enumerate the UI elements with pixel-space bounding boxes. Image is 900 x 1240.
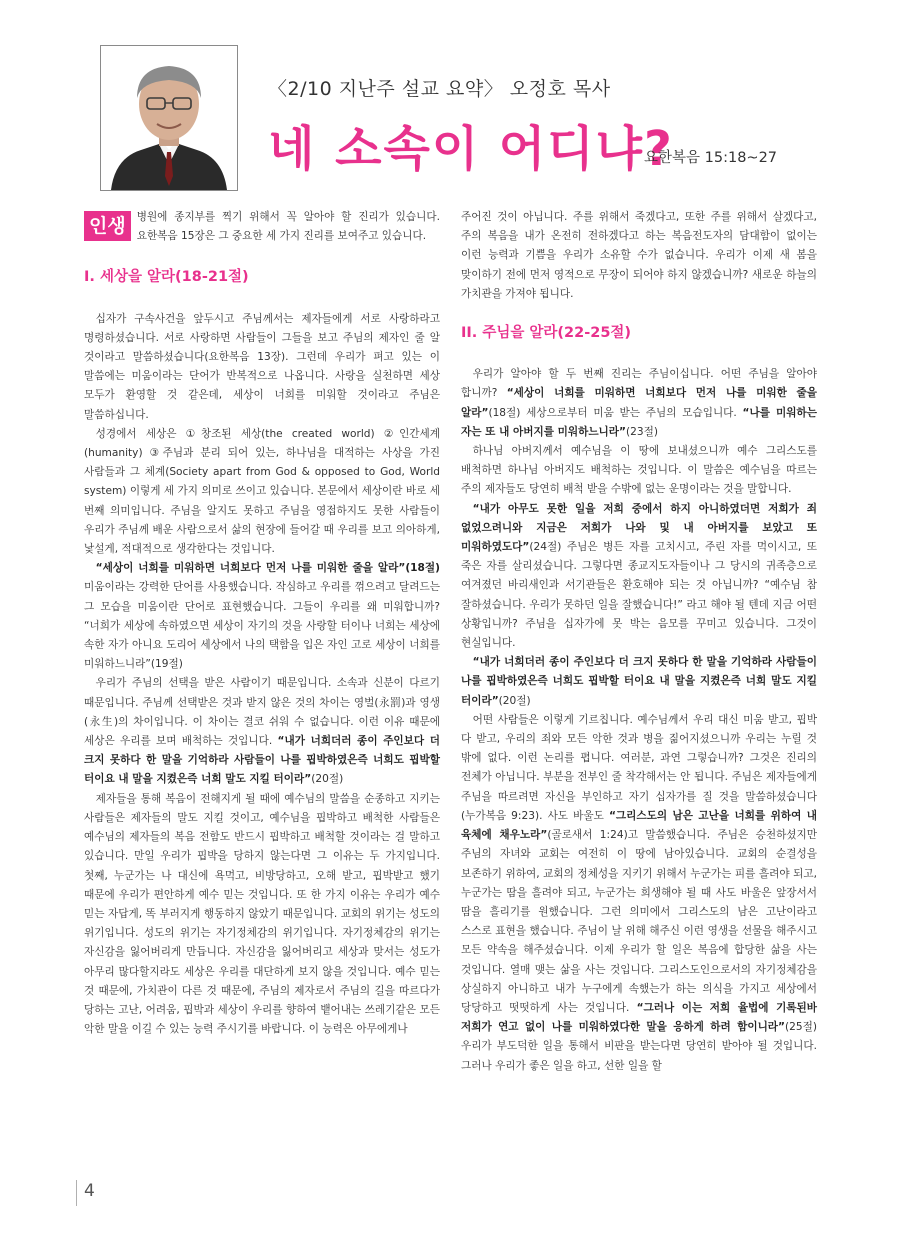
bible-quote: “그리스도의 남은 고난을 너희를 위하여 내 육체에 채우노라”: [461, 809, 818, 842]
bible-quote: “나를 미워하는 자는 또 내 아버지를 미워하느니라”: [461, 406, 817, 438]
section-heading-2: II. 주님을 알라(22-25절): [461, 325, 632, 342]
body-text: (골로새서 1:24)고 말씀했습니다. 주님은 승천하셨지만 주님의 자녀와 교회는 여전히 이 땅에 남아있습니다. 교회의 순결성을 보존하기 위하여, 교회의 정체성을 지키기 위해서 누군가는 피를 흘려야 되고, 누군가는 땀을 흘려야 되고, 누군가는 희생해야 될 때 사도 바울은 앞장서서 땀을 흘리기를 원했습니다. 그런 의미에서 그리스도의 남은 고난이라고 스스로 표현을 했습니다. 주님이 날 위해 해주신 이런 영생을 선물을 해주시고 모든 약속을 해주셨습니다. 이제 우리가 할 일은 복음에 합당한 삶을 사는 것입니다. 열매 맺는 삶을 사는 것입니다. 그리스도인으로서의 자기정체감을 상실하지 아니하고 내가 누구에게 속했는가 하는 의식을 가지고 세상에서 당당하고 떳떳하게 사는 것입니다.: [461, 829, 818, 1014]
bible-quote: “내가 아무도 못한 일을 저희 중에서 하지 아니하였더면 저희가 죄 없었으려니와 지금은 저희가 나와 및 내 아버지를 보았고 또 미워하였도다”: [461, 502, 817, 554]
dropcap: 인생: [84, 211, 131, 241]
body-paragraph: [461, 711, 817, 1076]
body-text: 어떤 사람들은 이렇게 기르칩니다. 예수님께서 우리 대신 미움 받고, 핍박 다 받고, 우리의 죄와 모든 악한 것과 병을 짊어지셨으니까 우리는 누릴 것 밖에 없다. 이런 논리를 폅니다. 여러분, 과연 그렇습니까? 그것은 진리의 전체가 아닙니다. 부분을 전부인 줄 착각해서는 안 됩니다. 주님은 제자들에게 주님을 따르려면 자신을 부인하고 자기 십자가를 질 것을 말씀하셨습니다(누가복음 9:23). 사도 바울도: [461, 713, 817, 822]
right-column: [461, 208, 817, 1076]
body-text: (25절) 우리가 부도덕한 일을 통해서 비판을 받는다면 당연히 받아야 될 것입니다. 그러나 우리가 좋은 일을 하고, 선한 일을 할: [461, 1021, 817, 1072]
footer-divider: [76, 1180, 77, 1206]
body-text: 우리가 주님의 선택을 받은 사람이기 때문입니다. 소속과 신분이 다르기 때문입니다. 주님께 선택받은 것과 받지 않은 것의 차이는 영벌(永罰)과 영생(永生)의 차이입니다. 이 차이는 결코 쉬워 수 없습니다. 이런 이유 때문에 세상은 우리를 보며 배척하는 것입니다.: [84, 677, 440, 748]
verse-citation: (20절): [498, 694, 531, 707]
intro-paragraph: [84, 208, 440, 246]
body-paragraph: 성경에서 세상은 ①창조된 세상(the created world) ②인간세계(humanity) ③주님과 분리 되어 있는, 하나님을 대적하는 사상을 가진 사람들과 그 체계(Society apart from God & opposed to God, World system) 이렇게 세 가지 의미로 쓰이고 있습니다. 본문에서 세상이란 바로 세 번째 의미입니다. 주님을 알지도 못하고 주님을 영접하지도 못한 사람들이 우리가 주님께 배운 사람으로서 삶의 현장에 들어갈 때 우리를 보고 의아하게, 낯설게, 적대적으로 생각한다는 것입니다.: [84, 427, 440, 556]
left-column: [84, 208, 440, 1039]
body-text: 우리가 알아야 할 두 번째 진리는 주님이십니다. 어떤 주님을 알아야 합니까?: [461, 368, 817, 400]
body-paragraph: [461, 500, 817, 654]
body-paragraph: 제자들을 통해 복음이 전해지게 될 때에 예수님의 말씀을 순종하고 지키는 사람들은 제자들의 말도 지킬 것이고, 예수님을 핍박하고 배척한 사람들은 예수님의 제자들의 복음 전함도 반드시 핍박하고 배척할 것이라는 걸 말하고 있습니다. 만일 우리가 핍박을 당하지 않는다면 그 이유는 두 가지입니다. 첫째, 누군가는 나 대신에 욕먹고, 비방당하고, 오해 받고, 핍박받고 했기 때문에 우리가 편안하게 예수 믿는 것입니다. 또 한 가지 이유는 우리가 예수 믿는 자답게, 똑 부러지게 행동하지 않았기 때문입니다. 교회의 위기는 성도의 위기입니다. 성도의 위기는 자기정체감의 위기입니다. 자기정체감의 위기는 자신감을 잃어버리게 만듭니다. 자신감을 잃어버리고 세상과 맞서는 성도가 아무리 많다할지라도 세상은 우리를 대단하게 보지 않을 것입니다. 예수 믿는 것 때문에, 가치관이 다른 것 때문에, 주님의 제자로서 주님의 길을 따르다가 당하는 고난, 어려움, 핍박과 세상이 우리를 향하여 뱉어내는 쓰레기같은 모든 악한 말을 이길 수 있는 능력 주시기를 바랍니다. 이 능력은 아무에게나: [84, 792, 440, 1036]
sermon-title: 네 소속이 어디냐?: [268, 121, 674, 177]
intro-text: 병원에 종지부를 찍기 위해서 꼭 알아야 할 진리가 있습니다. 요한복음 15장은 그 중요한 세 가지 진리를 보여주고 있습니다.: [136, 211, 440, 243]
body-paragraph: 주어진 것이 아닙니다. 주를 위해서 죽겠다고, 또한 주를 위해서 살겠다고, 주의 복음을 내가 온전히 전하겠다고 하는 복음전도자의 담대함이 없이는 이런 능력과 기쁨을 우리가 소유할 수가 없습니다. 우리가 이제 새 봄을 맞이하기 전에 먼저 영적으로 무장이 되어야 하지 않겠습니까? 새로운 하늘의 가치관을 가져야 됩니다.: [461, 211, 817, 300]
body-paragraph: [84, 674, 440, 789]
body-paragraph: 하나님 아버지께서 예수님을 이 땅에 보내셨으니까 예수 그리스도를 배척하면 하나님 아버지도 배척하는 것입니다. 이 말씀은 예수님을 따르는 주의 제자들도 당연히 배척 받을 수밖에 없는 운명이라는 것을 말합니다.: [461, 445, 817, 496]
body-text: 미움이라는 강력한 단어를 사용했습니다. 작심하고 우리를 꺾으려고 달려드는 그 모습을 미움이란 단어로 표현했습니다. 그들이 우리를 왜 미워합니까? “너희가 세상에 속하였으면 세상이 자기의 것을 사랑할 터이나 너희는 세상에 속한 자가 아니요 도리어 세상에서 나의 택함을 입은 자인 고로 세상이 너희를 미워하느니라”(19절): [84, 581, 440, 671]
body-text: (24절) 주님은 병든 자를 고치시고, 주린 자를 먹이시고, 또 죽은 자를 살리셨습니다. 그렇다면 종교지도자들이나 그 당시의 귀족층으로 여겨졌던 바리새인과 서기관들은 환호해야 되는 것 아닙니까? “예수님 참 잘하셨습니다. 우리가 못하던 일을 잘했습니다!” 라고 해야 될 텐데 지금 어떤 상황입니까? 주님을 십자가에 못 박는 음모를 꾸미고 있습니다. 그것이 현실입니다.: [461, 541, 817, 650]
body-paragraph: [461, 653, 817, 711]
bible-quote: “세상이 너희를 미워하면 너희보다 먼저 나를 미워한 줄을 알라”(18절): [95, 562, 440, 575]
section-heading-1: I. 세상을 알라(18-21절): [84, 269, 249, 286]
scripture-reference: 요한복음 15:18~27: [644, 150, 778, 166]
pastor-photo: [100, 45, 238, 191]
body-paragraph: [84, 559, 440, 674]
bible-quote: “내가 너희더러 종이 주인보다 더 크지 못하다 한 말을 기억하라 사람들이 나를 핍박하였은즉 너희도 핍박할 터이요 내 말을 지켰은즉 너희 말도 지킬 터이라”: [461, 656, 817, 707]
bible-quote: “그러나 이는 저희 율법에 기록된바 저희가 연고 없이 나를 미워하였다한 말을 응하게 하려 함이니라”: [461, 1001, 817, 1034]
body-paragraph: [461, 365, 817, 442]
bible-quote: “내가 너희더러 종이 주인보다 더 크지 못하다 한 말을 기억하라 사람들이 나를 핍박하였은즉 너희도 핍박할 터이요 내 말을 지켰은즉 너희 말도 지킬 터이라”: [84, 735, 440, 786]
bible-quote: “세상이 너희를 미워하면 너희보다 먼저 나를 미워한 줄을 알라”: [461, 387, 817, 419]
verse-citation: (20절): [311, 773, 344, 786]
verse-citation: (23절): [625, 425, 658, 438]
page-number: 4: [84, 1181, 95, 1201]
body-paragraph: 십자가 구속사건을 앞두시고 주님께서는 제자들에게 서로 사랑하라고 명령하셨습니다. 서로 사랑하면 사람들이 그들을 보고 주님의 제자인 줄 알 것이라고 말씀하셨습니다(요한복음 13장). 그런데 우리가 펴고 있는 이 말씀에는 미움이라는 단어가 반복적으로 나옵니다. 사랑을 실천하면 세상 모두가 환영할 것 같은데, 세상이 너희를 미워할 것이라고 주님은 말씀하십니다.: [84, 312, 440, 421]
body-text: (18절) 세상으로부터 미움 받는 주님의 모습입니다.: [488, 406, 743, 419]
sermon-subtitle: 〈2/10 지난주 설교 요약〉 오정호 목사: [268, 78, 611, 100]
